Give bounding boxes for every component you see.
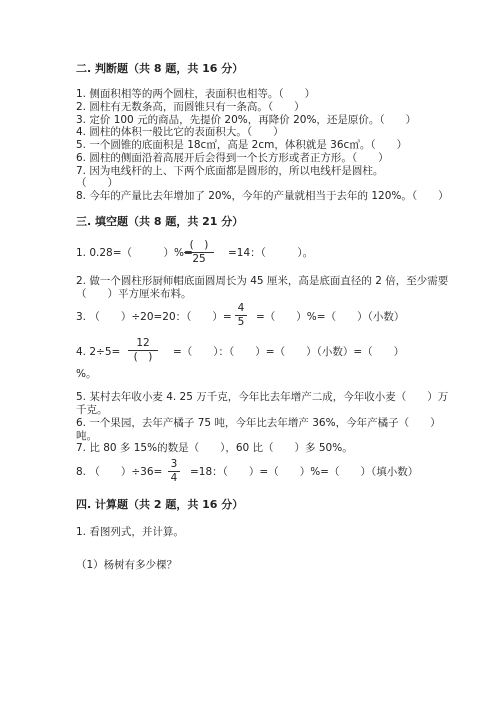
judgement-question-2: 2. 圆柱有无数条高，而圆锥只有一条高。（ ）: [76, 101, 305, 113]
fill-question-3-start: 3. （ ）÷20=20：（ ）=: [76, 311, 232, 323]
fraction-q3: [235, 303, 247, 327]
fill-question-3-end: =（ ）%=（ ）（小数）: [256, 311, 405, 323]
fraction-q4: [128, 338, 158, 362]
fraction-q1-denominator: 25: [192, 252, 206, 265]
judgement-question-6: 6. 圆柱的侧面沿着高展开后会得到一个长方形或者正方形。（ ）: [76, 152, 389, 164]
fill-question-8-end: =18：（ ）=（ ）%=（ ）（填小数）: [190, 466, 419, 478]
fill-question-1-start: 1. 0.28=（ ）%=: [76, 247, 193, 259]
judgement-question-7: 7. 因为电线杆的上、下两个底面都是圆形的，所以电线杆是圆柱。: [76, 165, 384, 177]
fill-question-2-line2: （ ）平方厘米布料。: [76, 288, 192, 300]
fraction-q8-denominator: 4: [170, 471, 178, 484]
fill-question-1-end: =14：（ ）。: [228, 247, 314, 259]
section-heading-judgement: 二. 判断题（共 8 题，共 16 分）: [76, 62, 244, 75]
judgement-question-5: 5. 一个圆锥的底面积是 18c㎡，高是 2cm，体积就是 36c㎥。（ ）: [76, 139, 408, 151]
fill-question-8-start: 8. （ ）÷36=: [76, 466, 163, 478]
fraction-q3-denominator: 5: [237, 315, 245, 328]
fill-question-4-end: =（ ）：（ ）=（ ）（小数）=（ ）: [173, 346, 405, 358]
fill-question-6-line1: 6. 一个果园，去年产橘子 75 吨，今年比去年增产 36%，今年产橘子（ ）: [76, 417, 441, 429]
fill-question-5-line1: 5. 某村去年收小麦 4. 25 万千克，今年比去年增产二成，今年收小麦（ ）万: [76, 391, 449, 403]
fill-question-5-line2: 千克。: [76, 404, 108, 416]
fraction-q1: [184, 240, 214, 264]
fraction-q4-denominator: ( ): [133, 350, 153, 363]
fill-question-2-line1: 2. 做一个圆柱形厨师帽底面圆周长为 45 厘米，高是底面直径的 2 倍，至少需要: [76, 275, 449, 287]
fill-question-6-line2: 吨。: [76, 430, 97, 442]
fill-question-4-tail: %。: [76, 368, 97, 380]
fill-question-4-start: 4. 2÷5=: [76, 346, 121, 358]
judgement-question-3: 3. 定价 100 元的商品，先提价 20%，再降价 20%，还是原价。（ ）: [76, 114, 417, 126]
judgement-question-7-answer: （ ）: [76, 177, 118, 189]
fraction-q4-numerator: 12: [136, 337, 150, 349]
fraction-q1-numerator: ( ): [189, 239, 209, 251]
fraction-q8-numerator: 3: [170, 458, 178, 470]
fraction-q3-numerator: 4: [237, 302, 245, 314]
judgement-question-4: 4. 圆柱的体积一般比它的表面积大。（ ）: [76, 126, 284, 138]
calc-question-1: 1. 看图列式，并计算。: [76, 526, 184, 538]
fraction-q8: [168, 459, 180, 483]
section-heading-calculation: 四. 计算题（共 2 题，共 16 分）: [76, 498, 244, 511]
section-heading-fill-in: 三. 填空题（共 8 题，共 21 分）: [76, 215, 244, 228]
fill-question-7: 7. 比 80 多 15%的数是（ ），60 比（ ）多 50%。: [76, 442, 353, 454]
judgement-question-8: 8. 今年的产量比去年增加了 20%，今年的产量就相当于去年的 120%。（ ）: [76, 190, 449, 202]
judgement-question-1: 1. 侧面积相等的两个圆柱，表面积也相等。（ ）: [76, 88, 316, 100]
calc-subquestion-1: （1）杨树有多少棵？: [76, 559, 178, 571]
